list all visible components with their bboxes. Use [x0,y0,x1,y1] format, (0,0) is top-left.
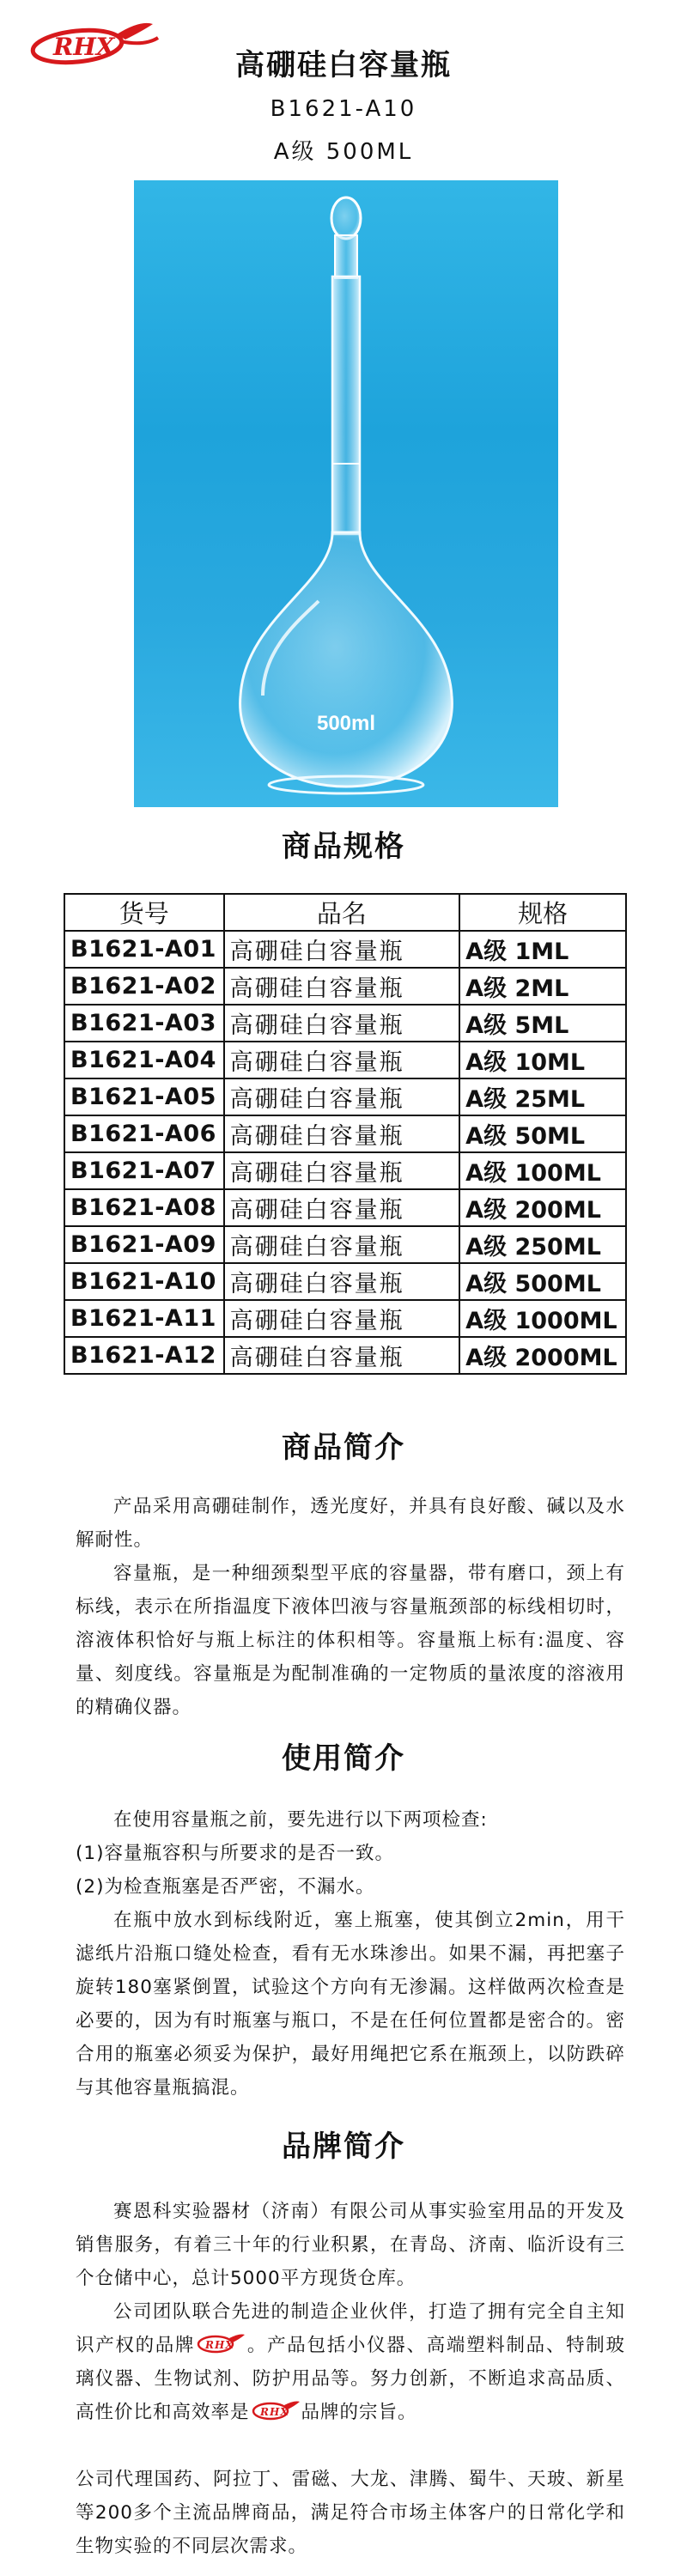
item-spec: A级 200ML [459,1189,626,1226]
intro-paragraph-2: 容量瓶，是一种细颈梨型平底的容量器，带有磨口，颈上有标线，表示在所指温度下液体凹液与容量瓶颈部的标线相切时，溶液体积恰好与瓶上标注的体积相等。容量瓶上标有:温度、容量、刻度线。容量瓶是为配制准确的一定物质的量浓度的溶液用的精确仪器。 [76,1563,625,1718]
brand-logo-text: RHX [53,33,115,61]
usage-paragraph-2: 在瓶中放水到标线附近，塞上瓶塞，使其倒立2min，用干滤纸片沿瓶口缝处检查，看有无水珠渗出。如果不漏，再把塞子旋转180塞紧倒置，试验这个方向有无渗漏。这样做两次检查是必要的，因为有时瓶塞与瓶口，不是在任何位置都是密合的。密合用的瓶塞必须妥为保护，最好用绳把它系在瓶颈上，以防跌碎与其他容量瓶搞混。 [76,1910,625,2099]
product-photo [134,180,558,807]
item-name: 高硼硅白容量瓶 [224,1152,460,1189]
item-code: B1621-A07 [64,1152,224,1189]
table-row [64,1152,626,1189]
item-spec: A级 1ML [459,931,626,968]
brand-logo-inline [250,2398,301,2422]
item-name: 高硼硅白容量瓶 [224,1078,460,1115]
item-name: 高硼硅白容量瓶 [224,1226,460,1263]
item-spec: A级 2ML [459,968,626,1005]
table-row [64,1300,626,1337]
table-row [64,1115,626,1152]
spec-header-row [64,894,626,931]
column-header: 品名 [224,894,460,931]
item-spec: A级 500ML [459,1263,626,1300]
usage-check-1: (1)容量瓶容积与所要求的是否一致。 [76,1843,394,1864]
model-code: B1621-A10 [270,96,417,122]
item-spec: A级 25ML [459,1078,626,1115]
item-spec: A级 100ML [459,1152,626,1189]
brand-text-a: 公司团队联合先进的制造企业伙伴，打造了拥有完全自主知识产权的品牌 [76,2301,625,2356]
table-row [64,1226,626,1263]
table-row [64,1005,626,1042]
brand-paragraph-2 [76,2295,625,2429]
item-code: B1621-A11 [64,1300,224,1337]
item-code: B1621-A05 [64,1078,224,1115]
brand-text-b: 。产品包括小仪器、高端塑料制品、特制玻璃仪器、生物试剂、防护用品等。努力创新，不断追求高品质、高性价比和高效率是 [76,2335,625,2423]
table-row [64,1337,626,1374]
column-header: 规格 [459,894,626,931]
item-name: 高硼硅白容量瓶 [224,968,460,1005]
table-row [64,968,626,1005]
item-code: B1621-A09 [64,1226,224,1263]
column-header: 货号 [64,894,224,931]
item-spec: A级 50ML [459,1115,626,1152]
item-code: B1621-A08 [64,1189,224,1226]
item-code: B1621-A04 [64,1042,224,1078]
item-code: B1621-A01 [64,931,224,968]
item-name: 高硼硅白容量瓶 [224,1263,460,1300]
product-title: 高硼硅白容量瓶 [235,48,452,82]
usage-paragraph-1: 在使用容量瓶之前，要先进行以下两项检查: [113,1809,488,1831]
item-code: B1621-A03 [64,1005,224,1042]
brand-heading: 品牌简介 [282,2129,405,2164]
brand-logo-text: RHX [259,2406,289,2418]
item-spec: A级 2000ML [459,1337,626,1374]
item-code: B1621-A06 [64,1115,224,1152]
table-row [64,931,626,968]
usage-check-2: (2)为检查瓶塞是否严密，不漏水。 [76,1876,375,1898]
brand-logo-text: RHX [205,2339,234,2351]
item-name: 高硼硅白容量瓶 [224,931,460,968]
usage-heading: 使用简介 [282,1741,405,1776]
item-spec: A级 5ML [459,1005,626,1042]
bottle-marking: 500ml [316,712,376,735]
item-name: 高硼硅白容量瓶 [224,1300,460,1337]
item-spec: A级 250ML [459,1226,626,1263]
item-name: 高硼硅白容量瓶 [224,1337,460,1374]
item-code: B1621-A10 [64,1263,224,1300]
brand-text-c: 品牌的宗旨。 [301,2402,417,2423]
table-row [64,1078,626,1115]
table-row [64,1263,626,1300]
spec-table [64,893,627,1375]
item-code: B1621-A02 [64,968,224,1005]
intro-heading: 商品简介 [282,1431,405,1465]
intro-paragraph-1: 产品采用高硼硅制作，透光度好，并具有良好酸、碱以及水解耐性。 [76,1496,625,1551]
item-name: 高硼硅白容量瓶 [224,1189,460,1226]
brand-paragraph-3: 公司代理国药、阿拉丁、雷磁、大龙、津腾、蜀牛、天玻、新星等200多个主流品牌商品，满足符合市场主体客户的日常化学和生物实验的不同层次需求。 [76,2469,625,2557]
item-spec: A级 1000ML [459,1300,626,1337]
grade-volume: A级 500ML [273,139,414,165]
brand-paragraph-1: 赛恩科实验器材（济南）有限公司从事实验室用品的开发及销售服务，有着三十年的行业积累，在青岛、济南、临沂设有三个仓储中心，总计5000平方现货仓库。 [76,2201,625,2289]
item-code: B1621-A12 [64,1337,224,1374]
table-row [64,1189,626,1226]
brand-logo-inline [195,2331,246,2355]
item-name: 高硼硅白容量瓶 [224,1115,460,1152]
item-name: 高硼硅白容量瓶 [224,1005,460,1042]
spec-heading: 商品规格 [282,829,405,864]
table-row [64,1042,626,1078]
item-spec: A级 10ML [459,1042,626,1078]
item-name: 高硼硅白容量瓶 [224,1042,460,1078]
volumetric-flask-illustration [134,180,558,807]
